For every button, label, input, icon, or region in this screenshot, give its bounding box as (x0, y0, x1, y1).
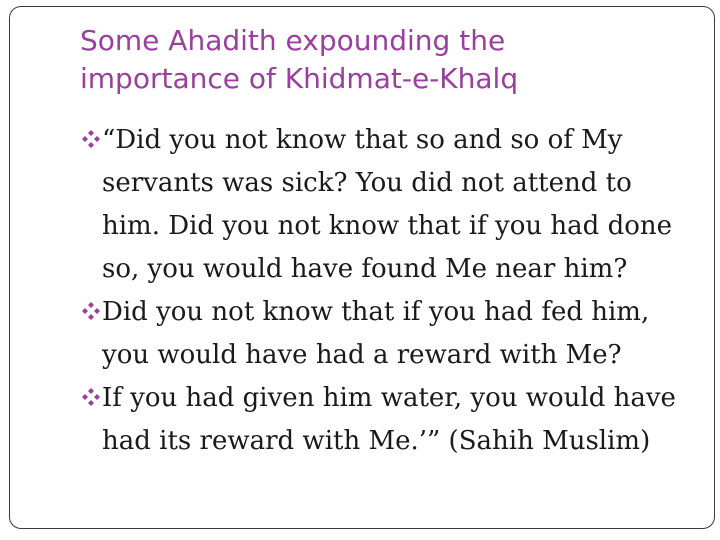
bullet-item (82, 377, 692, 463)
bullet-list (82, 119, 692, 463)
bullet-text: “Did you not know that so and so of My servants was sick? You did not attend to him. Did you not know that if you had done so, you would have found Me near him? (102, 125, 672, 284)
bullet-item (82, 119, 692, 291)
diamond-quad-bullet-icon (82, 302, 100, 320)
diamond-quad-bullet-icon (82, 130, 100, 148)
diamond-quad-bullet-icon (82, 388, 100, 406)
slide-title (80, 22, 680, 98)
bullet-text: Did you not know that if you had fed him, you would have had a reward with Me? (102, 297, 650, 370)
bullet-item (82, 291, 692, 377)
slide-title-line-2: importance of Khidmat-e-Khalq (80, 62, 519, 95)
bullet-text: If you had given him water, you would have had its reward with Me.’” (Sahih Muslim) (102, 383, 676, 456)
slide-title-line-1: Some Ahadith expounding the (80, 24, 506, 57)
